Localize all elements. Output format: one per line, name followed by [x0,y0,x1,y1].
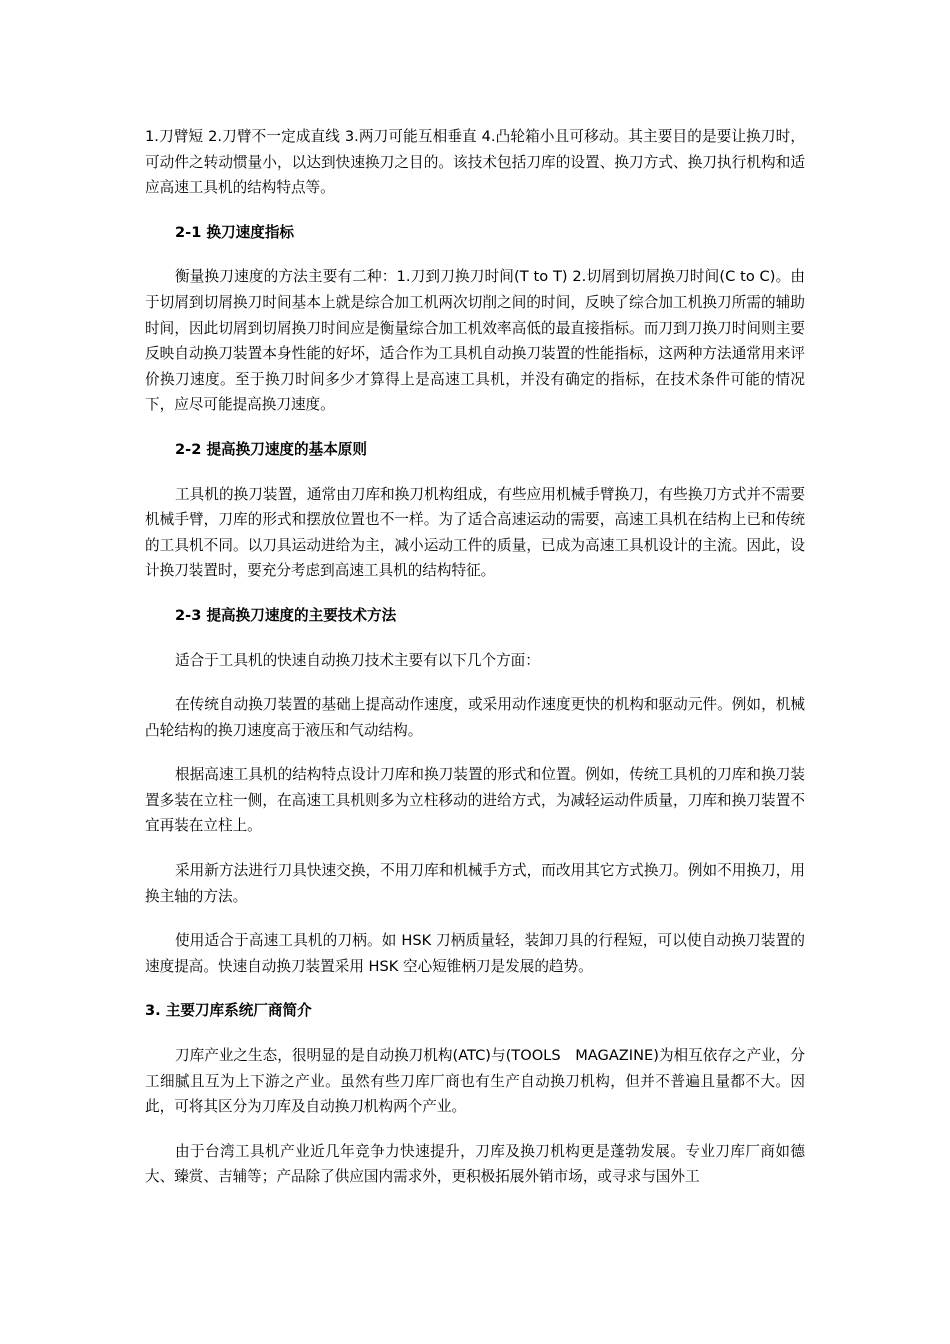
paragraph-intro: 1.刀臂短 2.刀臂不一定成直线 3.两刀可能互相垂直 4.凸轮箱小且可移动。其主要目的是要让换刀时，可动件之转动惯量小，以达到快速换刀之目的。该技术包括刀库的设置、换刀方式、换刀执行机构和适应高速工具机的结构特点等。 [145,128,805,197]
paragraph-2-3-d: 采用新方法进行刀具快速交换，不用刀库和机械手方式，而改用其它方式换刀。例如不用换刀，用换主轴的方法。 [145,862,805,905]
paragraph-3-b: 由于台湾工具机产业近几年竞争力快速提升，刀库及换刀机构更是蓬勃发展。专业刀库厂商如德大、臻赏、吉辅等；产品除了供应国内需求外，更积极拓展外销市场，或寻求与国外工 [145,1142,805,1186]
paragraph-2-3-e: 使用适合于高速工具机的刀柄。如 HSK 刀柄质量轻，装卸刀具的行程短，可以使自动换刀装置的速度提高。快速自动换刀装置采用 HSK 空心短锥柄刀是发展的趋势。 [145,932,805,975]
document-body [145,124,805,1209]
paragraph-2-3-c: 根据高速工具机的结构特点设计刀库和换刀装置的形式和位置。例如，传统工具机的刀库和换刀装置多装在立柱一侧，在高速工具机则多为立柱移动的进给方式，为减轻运动件质量，刀库和换刀装置不宜再装在立柱上。 [145,766,805,835]
heading-2-2: 2-2 提高换刀速度的基本原则 [175,440,367,458]
heading-2-3: 2-3 提高换刀速度的主要技术方法 [175,606,397,624]
paragraph-3-a: 刀库产业之生态，很明显的是自动换刀机构(ATC)与(TOOLS MAGAZINE)为相互依存之产业，分工细腻且互为上下游之产业。虽然有些刀库厂商也有生产自动换刀机构，但并不普遍且量都不大。因此，可将其区分为刀库及自动换刀机构两个产业。 [145,1047,805,1116]
paragraph-2-3-b: 在传统自动换刀装置的基础上提高动作速度，或采用动作速度更快的机构和驱动元件。例如，机械凸轮结构的换刀速度高于液压和气动结构。 [145,696,805,739]
heading-2-1: 2-1 换刀速度指标 [175,223,295,241]
paragraph-2-3-a: 适合于工具机的快速自动换刀技术主要有以下几个方面： [175,651,540,669]
heading-3: 3. 主要刀库系统厂商简介 [145,1002,312,1020]
paragraph-2-2: 工具机的换刀装置，通常由刀库和换刀机构组成，有些应用机械手臂换刀，有些换刀方式并不需要机械手臂，刀库的形式和摆放位置也不一样。为了适合高速运动的需要，高速工具机在结构上已和传统的工具机不同。以刀具运动进给为主，减小运动工件的质量，已成为高速工具机设计的主流。因此，设计换刀装置时，要充分考虑到高速工具机的结构特征。 [145,485,805,580]
paragraph-2-1: 衡量换刀速度的方法主要有二种：1.刀到刀换刀时间(T to T) 2.切屑到切屑换刀时间(C to C)。由于切屑到切屑换刀时间基本上就是综合加工机两次切削之间的时间，反映了综合加工机换刀所需的辅助时间，因此切屑到切屑换刀时间应是衡量综合加工机效率高低的最直接指标。而刀到刀换刀时间则主要反映自动换刀装置本身性能的好坏，适合作为工具机自动换刀装置的性能指标，这两种方法通常用来评价换刀速度。至于换刀时间多少才算得上是高速工具机，并没有确定的指标，在技术条件可能的情况下，应尽可能提高换刀速度。 [145,268,805,414]
